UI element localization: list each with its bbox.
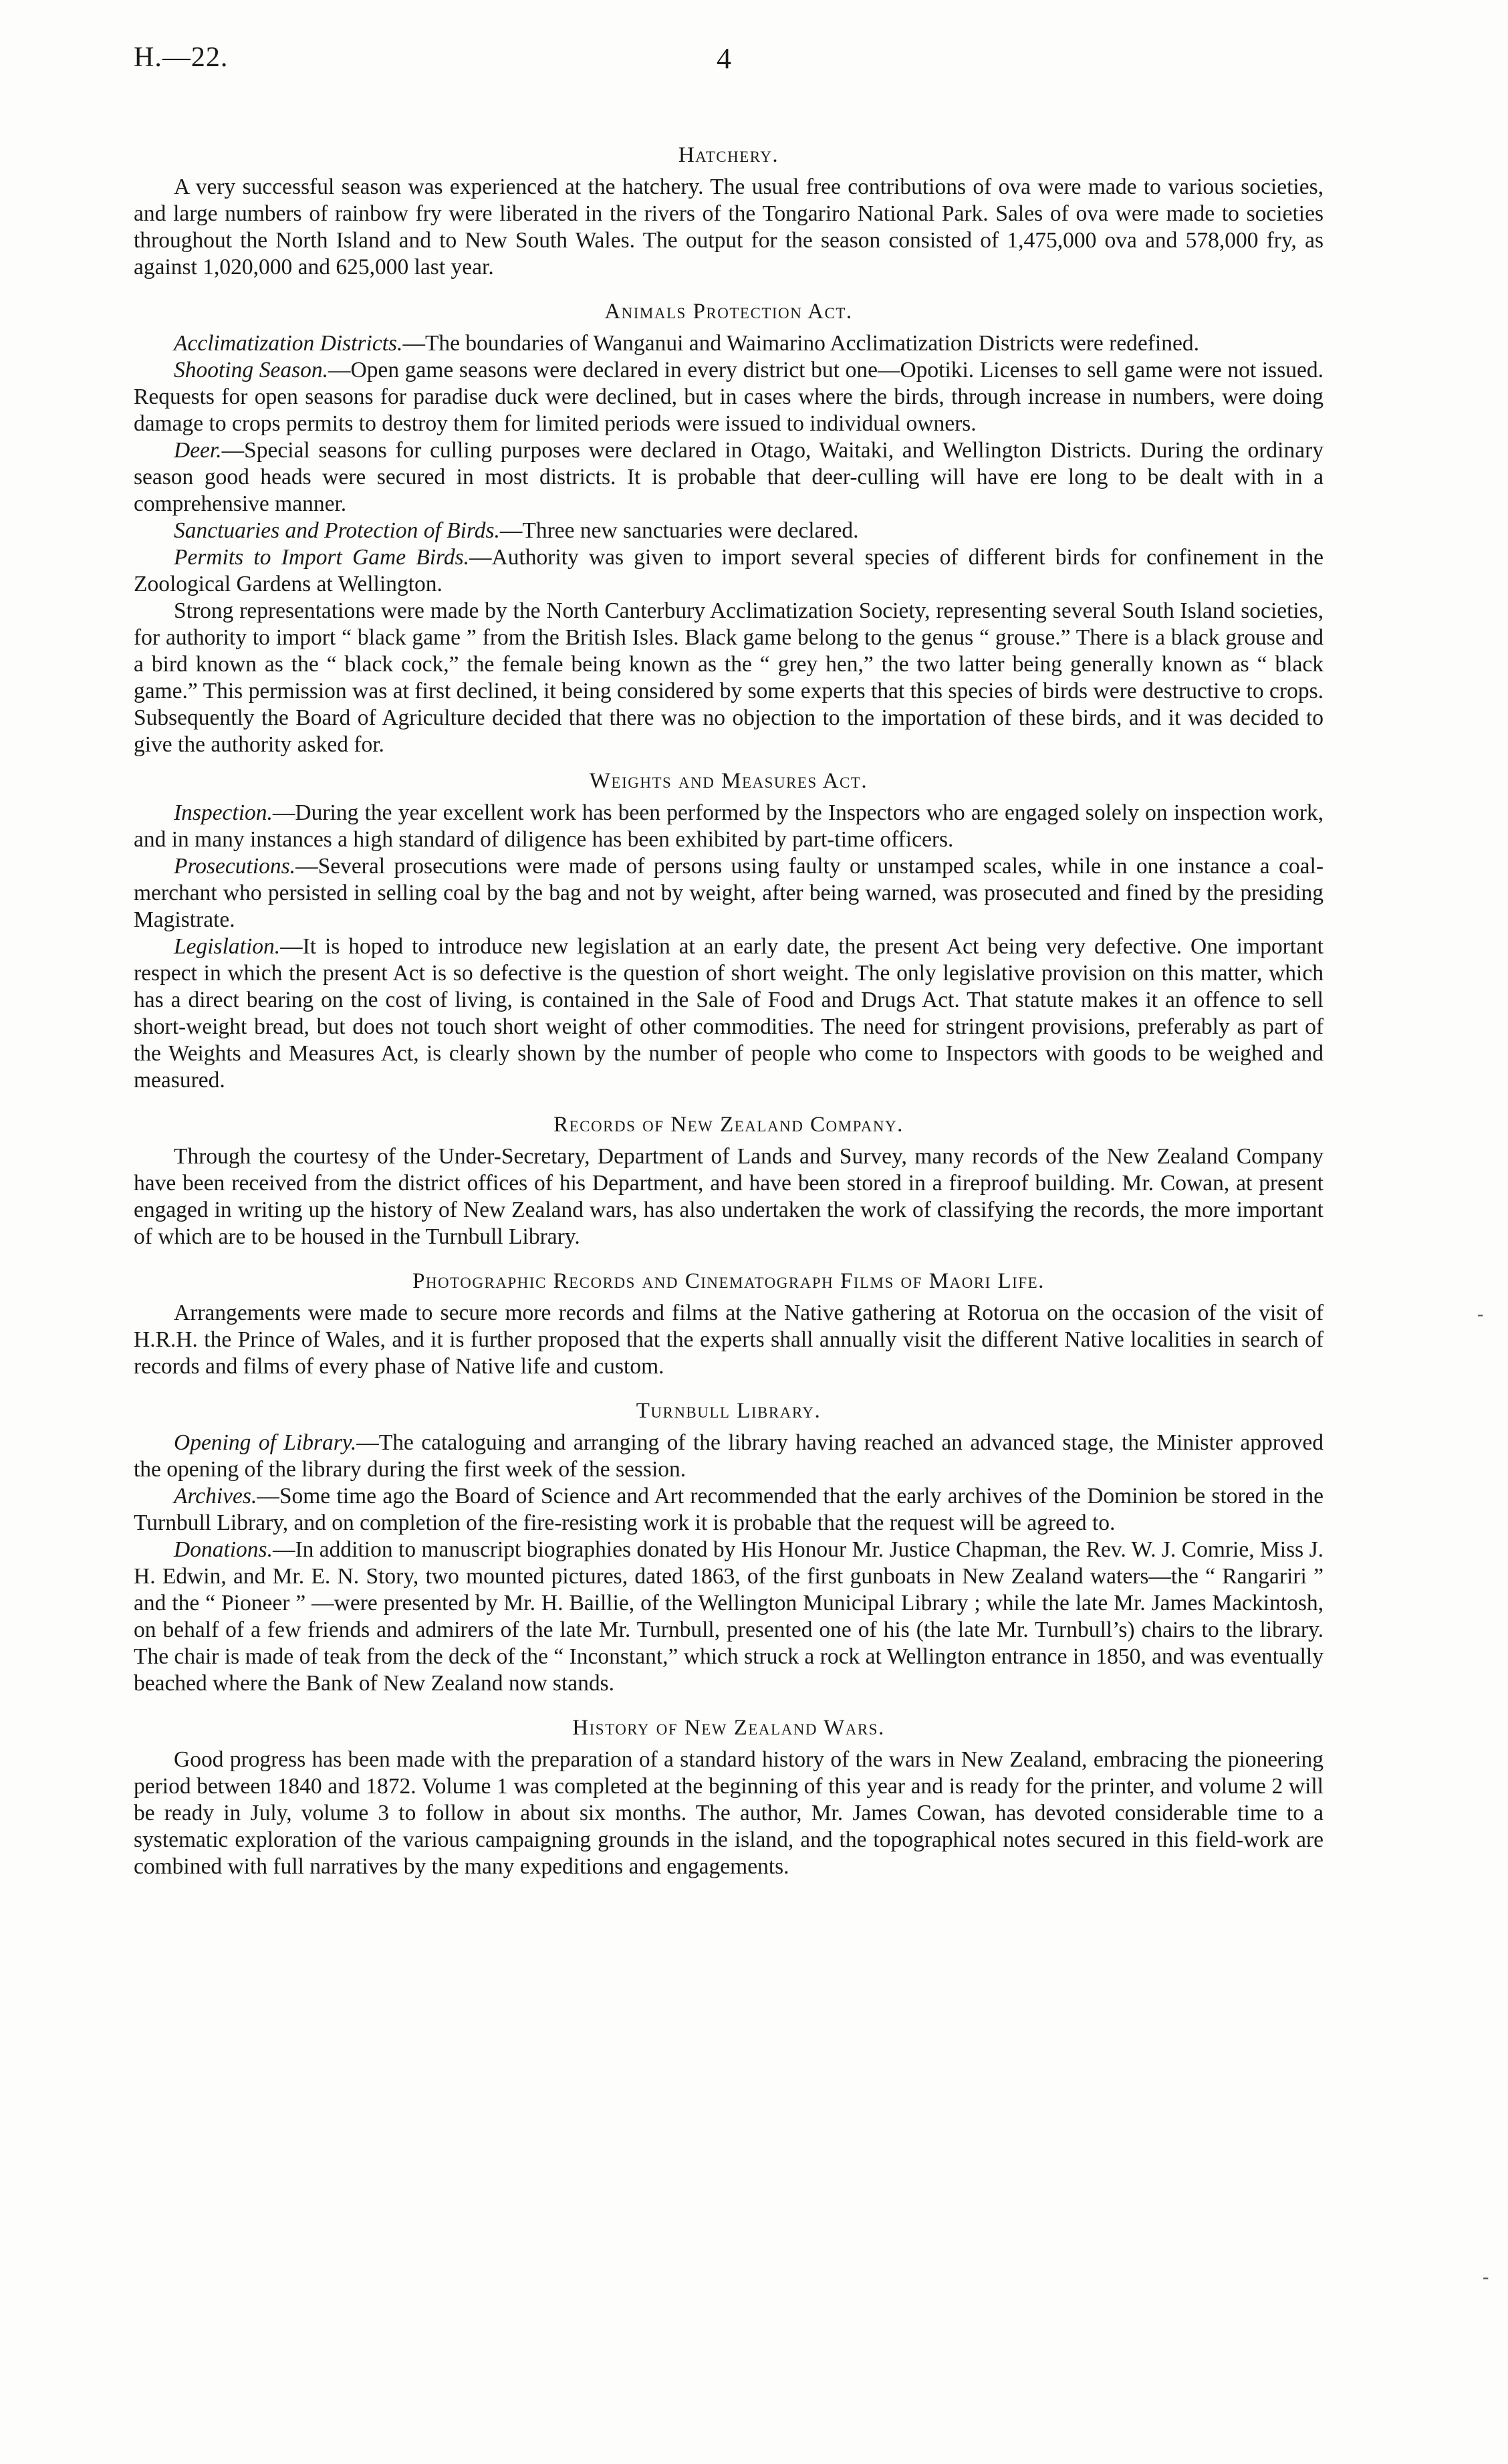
document-body xyxy=(134,142,1324,1898)
subheading: Prosecutions. xyxy=(174,854,296,879)
paragraph xyxy=(134,933,1324,1094)
paragraph-text: —Open game seasons were declared in every district but one—Opotiki. Licenses to sell game were not issued. Requests for open seasons for paradise duck were declined, but in cases where the birds, through increase in numbers, were doing damage to crops permits to destroy them for limited periods were issued to individual owners. xyxy=(134,358,1324,436)
section-animals-protection xyxy=(134,298,1324,758)
section-hatchery xyxy=(134,142,1324,281)
paragraph-text: —The cataloguing and arranging of the library having reached an advanced stage, the Minister approved the opening of the library during the first week of the session. xyxy=(134,1430,1324,1482)
subheading: Sanctuaries and Protection of Birds. xyxy=(174,518,500,543)
paragraph-text: Arrangements were made to secure more records and films at the Native gathering at Rotorua on the occasion of the visit of H.R.H. the Prince of Wales, and it is further proposed that the experts shall annually visit the different Native localities in search of records and films of every phase of Native life and custom. xyxy=(134,1301,1324,1379)
section-turnbull-library xyxy=(134,1397,1324,1697)
paragraph-text: —It is hoped to introduce new legislation at an early date, the present Act being very defective. One important respect in which the present Act is so defective is the question of short weight. The only legislative provision on this matter, which has a direct bearing on the cost of living, is contained in the Sale of Food and Drugs Act. That statute makes it an offence to sell short-weight bread, but does not touch short weight of other commodities. The need for stringent provisions, preferably as part of the Weights and Measures Act, is clearly shown by the number of people who come to Inspectors with goods to be weighed and measured. xyxy=(134,934,1324,1093)
paragraph xyxy=(134,1747,1324,1880)
paragraph xyxy=(134,357,1324,437)
paragraph-text: A very successful season was experienced at the hatchery. The usual free contributions of ova were made to various societies, and large numbers of rainbow fry were liberated in the rivers of the Tongariro National Park. Sales of ova were made to societies throughout the North Island and to New South Wales. The output for the season consisted of 1,475,000 ova and 578,000 fry, as against 1,020,000 and 625,000 last year. xyxy=(134,175,1324,279)
subheading: Shooting Season. xyxy=(174,358,329,382)
section-heading: Records of New Zealand Company. xyxy=(553,1113,904,1137)
paragraph-text: —Some time ago the Board of Science and Art recommended that the early archives of the Dominion be stored in the Turnbull Library, and on completion of the fire-resisting work it is probable that the request will be agreed to. xyxy=(134,1484,1324,1535)
subheading: Acclimatization Districts. xyxy=(174,331,403,356)
paragraph xyxy=(134,598,1324,758)
subheading: Inspection. xyxy=(174,800,273,825)
paragraph-text: —Three new sanctuaries were declared. xyxy=(499,518,859,543)
section-heading: Turnbull Library. xyxy=(636,1399,822,1423)
paragraph-text: Through the courtesy of the Under-Secretary, Department of Lands and Survey, many records of the New Zealand Company have been received from the district offices of his Department, and have been stored in a fireproof building. Mr. Cowan, at present engaged in writing up the history of New Zealand wars, has also undertaken the work of classifying the records, the more important of which are to be housed in the Turnbull Library. xyxy=(134,1144,1324,1249)
page-header xyxy=(134,41,1374,95)
paragraph xyxy=(134,518,1324,544)
paragraph xyxy=(134,174,1324,281)
section-heading: History of New Zealand Wars. xyxy=(572,1716,885,1740)
paragraph-text: —Several prosecutions were made of persons using faulty or unstamped scales, while in one instance a coal-merchant who persisted in selling coal by the bag and not by weight, after being warned, was prosecuted and fined by the presiding Magistrate. xyxy=(134,854,1324,932)
margin-mark: - xyxy=(1483,2267,1489,2287)
paragraph xyxy=(134,1430,1324,1483)
page-number: 4 xyxy=(717,42,731,75)
section-history-nz-wars xyxy=(134,1714,1324,1880)
section-heading: Animals Protection Act. xyxy=(604,300,853,324)
paragraph xyxy=(134,330,1324,357)
margin-mark: - xyxy=(1477,1304,1484,1325)
subheading: Permits to Import Game Birds. xyxy=(174,545,469,570)
subheading: Archives. xyxy=(174,1484,257,1508)
subheading: Opening of Library. xyxy=(174,1430,357,1455)
paragraph xyxy=(134,1143,1324,1250)
paragraph-text: —In addition to manuscript biographies donated by His Honour Mr. Justice Chapman, the Rev. W. J. Comrie, Miss J. H. Edwin, and Mr. E. N. Story, two mounted pictures, dated 1863, of the first gunboats in New Zealand waters—the “ Rangariri ” and the “ Pioneer ” —were presented by Mr. H. Baillie, of the Wellington Municipal Library ; while the late Mr. James Mackintosh, on behalf of a few friends and admirers of the late Mr. Turnbull, presented one of his (the late Mr. Turnbull’s) chairs to the library. The chair is made of teak from the deck of the “ Inconstant,” which struck a rock at Wellington entrance in 1850, and was eventually beached where the Bank of New Zealand now stands. xyxy=(134,1537,1324,1696)
paragraph xyxy=(134,544,1324,598)
section-photographic-records xyxy=(134,1268,1324,1380)
subheading: Deer. xyxy=(174,438,222,463)
paragraph xyxy=(134,1483,1324,1537)
paragraph-text: —The boundaries of Wanganui and Waimarino Acclimatization Districts were redefined. xyxy=(402,331,1199,356)
paragraph-text: Good progress has been made with the preparation of a standard history of the wars in New Zealand, embracing the pioneering period between 1840 and 1872. Volume 1 was completed at the beginning of this year and is ready for the printer, and volume 2 will be ready in July, volume 3 to follow in about six months. The author, Mr. James Cowan, has devoted considerable time to a systematic exploration of the various campaigning grounds in the island, and the topographical notes secured in this field-work are combined with full narratives by the many expeditions and engagements. xyxy=(134,1747,1324,1879)
paragraph xyxy=(134,1537,1324,1697)
section-records-nz-company xyxy=(134,1111,1324,1250)
paragraph-text: —Authority was given to import several species of different birds for confinement in the Zoological Gardens at Wellington. xyxy=(134,545,1324,596)
paragraph-text: Strong representations were made by the North Canterbury Acclimatization Society, representing several South Island societies, for authority to import “ black game ” from the British Isles. Black game belong to the genus “ grouse.” There is a black grouse and a bird known as the “ black cock,” the female being known as the “ grey hen,” the two latter being generally known as “ black game.” This permission was at first declined, it being considered by some experts that this species of birds were destructive to crops. Subsequently the Board of Agriculture decided that there was no objection to the importation of these birds, and it was decided to give the authority asked for. xyxy=(134,598,1324,757)
paragraph-text: —Special seasons for culling purposes were declared in Otago, Waitaki, and Wellington Districts. During the ordinary season good heads were secured in most districts. It is probable that deer-culling will have ere long to be dealt with in a comprehensive manner. xyxy=(134,438,1324,516)
paragraph xyxy=(134,1300,1324,1380)
paragraph xyxy=(134,437,1324,518)
section-heading: Hatchery. xyxy=(678,143,779,167)
section-heading: Photographic Records and Cinematograph Films of Maori Life. xyxy=(412,1269,1045,1293)
section-weights-measures xyxy=(134,768,1324,1094)
subheading: Legislation. xyxy=(174,934,281,959)
subheading: Donations. xyxy=(174,1537,273,1562)
paragraph xyxy=(134,800,1324,853)
section-heading: Weights and Measures Act. xyxy=(589,769,868,793)
document-number: H.—22. xyxy=(134,42,229,73)
paragraph-text: —During the year excellent work has been performed by the Inspectors who are engaged solely on inspection work, and in many instances a high standard of diligence has been exhibited by part-time officers. xyxy=(134,800,1324,852)
paragraph xyxy=(134,853,1324,933)
